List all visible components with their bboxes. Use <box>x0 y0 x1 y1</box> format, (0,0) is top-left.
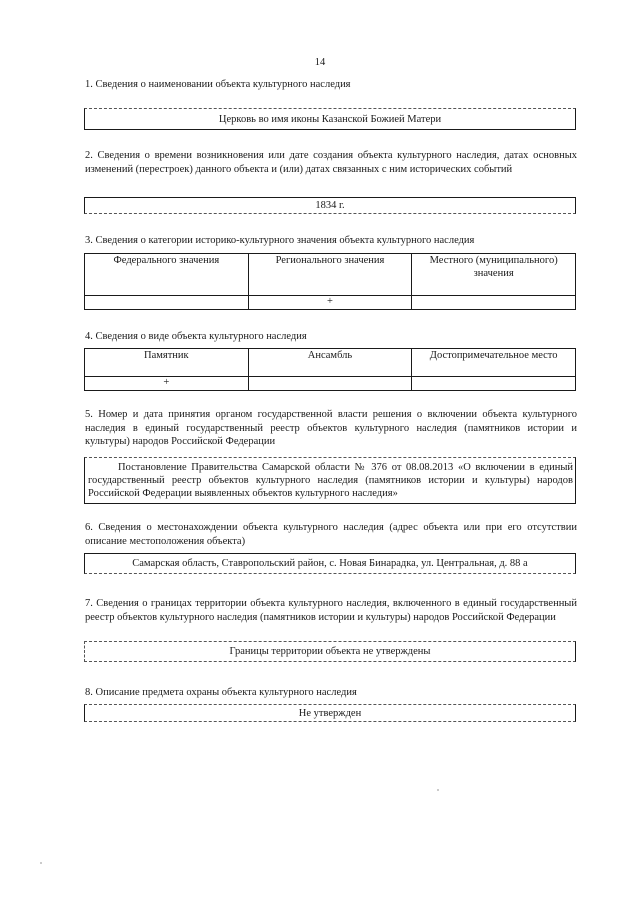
value-local <box>412 296 576 310</box>
table-value-row <box>85 296 576 310</box>
section-6-title: 6. Сведения о местонахождении объекта культурного наследия (адрес объекта или при его отсутствии описание местоположения объекта) <box>85 522 577 547</box>
header-ensemble: Ансамбль <box>248 349 412 377</box>
registry-decision <box>85 458 575 501</box>
header-regional: Регионального значения <box>248 254 412 296</box>
value-federal <box>85 296 249 310</box>
section-5-title: 5. Номер и дата принятия органом государственной власти решения о включении объекта культурного наследия в единый государственный реестр объектов культурного наследия (памятников истории и культуры) народов Российской Федерации <box>85 409 577 447</box>
object-address: Самарская область, Ставропольский район, с. Новая Бинарадка, ул. Центральная, д. 88 а <box>132 558 528 569</box>
section-7-value-box <box>84 641 576 662</box>
section-8-value-box <box>84 704 576 722</box>
section-1-title: 1. Сведения о наименовании объекта культурного наследия <box>85 79 351 90</box>
header-landmark: Достопримечательное место <box>412 349 576 377</box>
creation-date: 1834 г. <box>315 200 345 211</box>
section-3-title: 3. Сведения о категории историко-культурного значения объекта культурного наследия <box>85 235 475 246</box>
value-monument: + <box>85 377 249 391</box>
header-local: Местного (муниципального) значения <box>412 254 576 296</box>
section-2-value-box <box>84 197 576 214</box>
table-value-row <box>85 377 576 391</box>
object-type-table <box>84 348 576 391</box>
protection-subject: Не утвержден <box>298 707 362 719</box>
section-2-title: 2. Сведения о времени возникновения или дате создания объекта культурного наследия, датах основных изменений (перестроек) данного объекта и (или) датах связанных с ним исторических событий <box>85 150 577 175</box>
significance-category-table <box>84 253 576 310</box>
header-monument: Памятник <box>85 349 249 377</box>
scan-speck <box>40 862 42 864</box>
table-header-row <box>85 254 576 296</box>
section-1-value-box <box>84 108 576 130</box>
page-number: 14 <box>314 57 326 68</box>
value-ensemble <box>248 377 412 391</box>
object-name: Церковь во имя иконы Казанской Божией Матери <box>218 113 442 125</box>
section-6-value-box <box>84 553 576 574</box>
section-8-title: 8. Описание предмета охраны объекта культурного наследия <box>85 687 357 698</box>
table-header-row <box>85 349 576 377</box>
registry-decision-text: Постановление Правительства Самарской области № 376 от 08.08.2013 «О включении в единый государственный реестр объектов культурного наследия (памятников истории и культуры) народов Российской Федерации выявленных объектов культурного наследия» <box>88 462 573 499</box>
section-4-title: 4. Сведения о виде объекта культурного наследия <box>85 331 307 342</box>
territory-boundaries: Границы территории объекта не утверждены <box>229 646 431 657</box>
value-landmark <box>412 377 576 391</box>
value-regional: + <box>248 296 412 310</box>
header-federal: Федерального значения <box>85 254 249 296</box>
section-7-title: 7. Сведения о границах территории объекта культурного наследия, включенного в единый государственный реестр объектов культурного наследия (памятников истории и культуры) народов Российской Федерации <box>85 598 577 623</box>
section-5-value-box <box>84 457 576 504</box>
scan-speck <box>437 789 439 791</box>
